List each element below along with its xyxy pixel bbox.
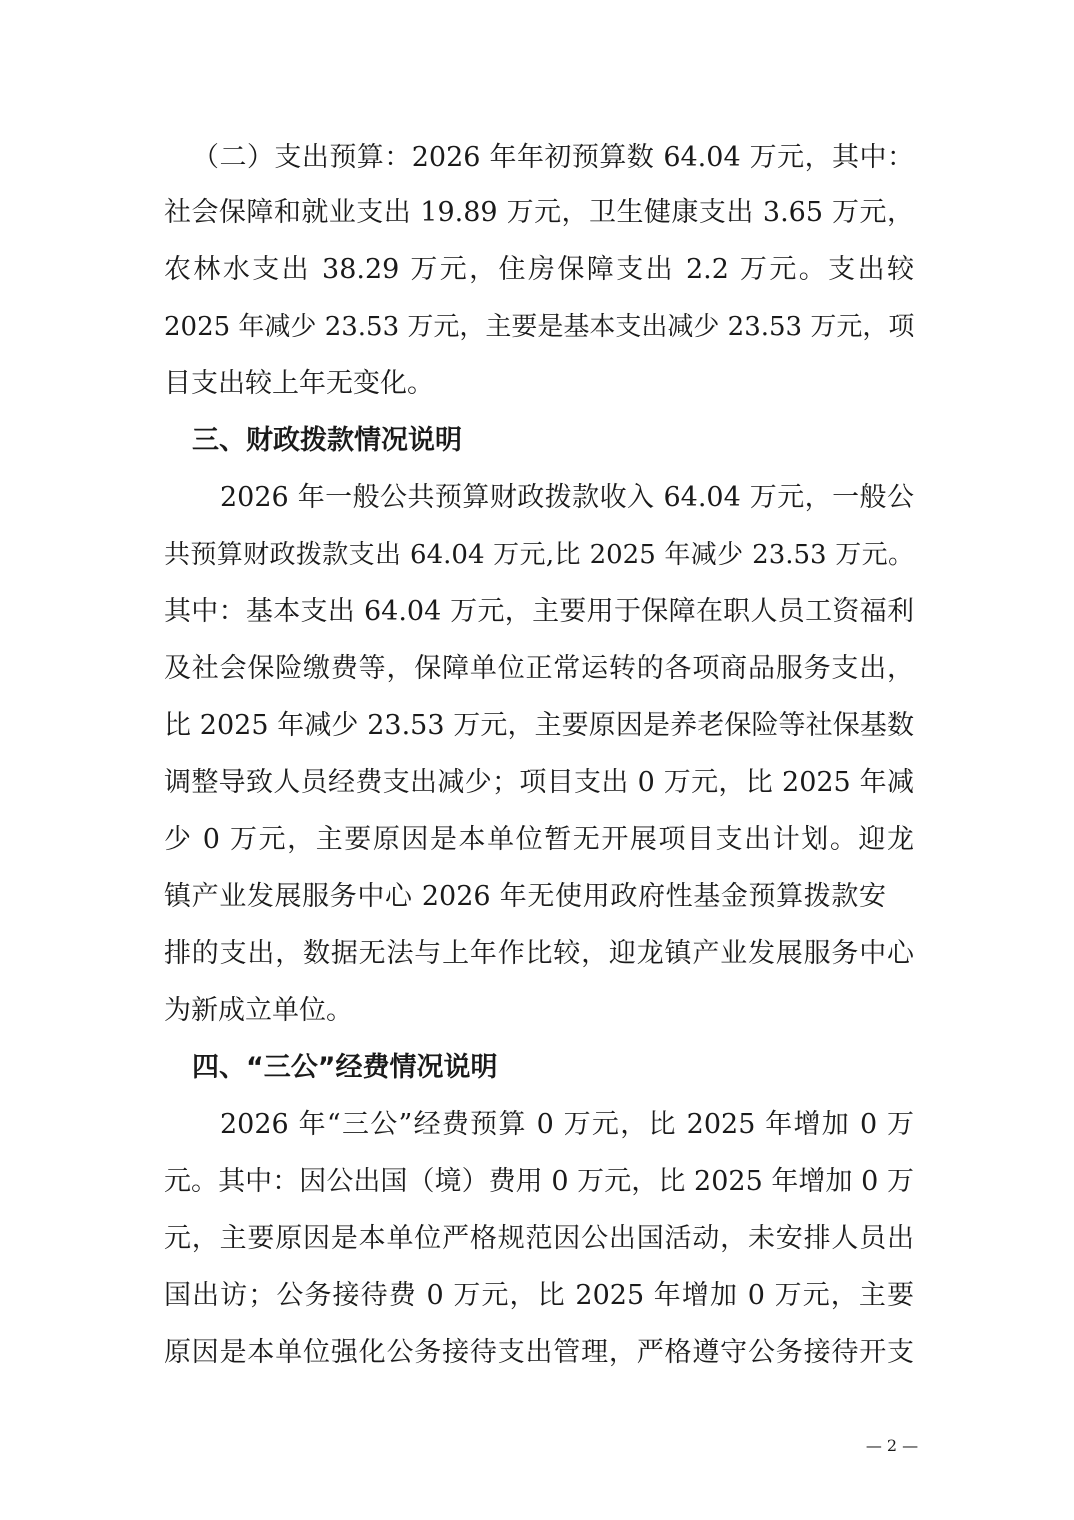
paragraph-line: 目支出较上年无变化。 (164, 368, 434, 399)
paragraph-line: 元，主要原因是本单位严格规范因公出国活动，未安排人员出 (164, 1223, 914, 1254)
paragraph-line: 调整导致人员经费支出减少；项目支出 0 万元，比 2025 年减 (164, 767, 914, 798)
paragraph-line: 2026 年一般公共预算财政拨款收入 64.04 万元，一般公 (220, 482, 914, 513)
paragraph-line: 为新成立单位。 (164, 995, 353, 1026)
paragraph-line: 及社会保险缴费等，保障单位正常运转的各项商品服务支出， (164, 653, 914, 684)
paragraph-line: 其中：基本支出 64.04 万元，主要用于保障在职人员工资福利 (164, 596, 914, 627)
section-heading: 三、财政拨款情况说明 (192, 425, 462, 456)
paragraph-line: 元。其中：因公出国（境）费用 0 万元，比 2025 年增加 0 万 (164, 1166, 914, 1197)
paragraph-line: 2026 年“三公”经费预算 0 万元，比 2025 年增加 0 万 (220, 1109, 914, 1140)
paragraph-line: 排的支出，数据无法与上年作比较，迎龙镇产业发展服务中心 (164, 938, 914, 969)
paragraph-line: 少 0 万元，主要原因是本单位暂无开展项目支出计划。迎龙 (164, 824, 914, 855)
paragraph-line: 原因是本单位强化公务接待支出管理，严格遵守公务接待开支 (164, 1337, 914, 1368)
paragraph-line: 社会保障和就业支出 19.89 万元，卫生健康支出 3.65 万元， (164, 197, 914, 228)
paragraph-line: 共预算财政拨款支出 64.04 万元,比 2025 年减少 23.53 万元。 (164, 540, 914, 570)
section-heading: 四、“三公”经费情况说明 (192, 1052, 498, 1083)
paragraph-line: 镇产业发展服务中心 2026 年无使用政府性基金预算拨款安 (164, 881, 886, 912)
page-number: — 2 — (865, 1436, 919, 1455)
paragraph-line: 比 2025 年减少 23.53 万元，主要原因是养老保险等社保基数 (164, 710, 914, 741)
paragraph-line: 国出访；公务接待费 0 万元，比 2025 年增加 0 万元，主要 (164, 1280, 914, 1311)
paragraph-line: （二）支出预算：2026 年年初预算数 64.04 万元，其中： (192, 142, 914, 173)
paragraph-line: 2025 年减少 23.53 万元，主要是基本支出减少 23.53 万元，项 (164, 312, 915, 342)
paragraph-line: 农林水支出 38.29 万元，住房保障支出 2.2 万元。支出较 (164, 254, 914, 285)
